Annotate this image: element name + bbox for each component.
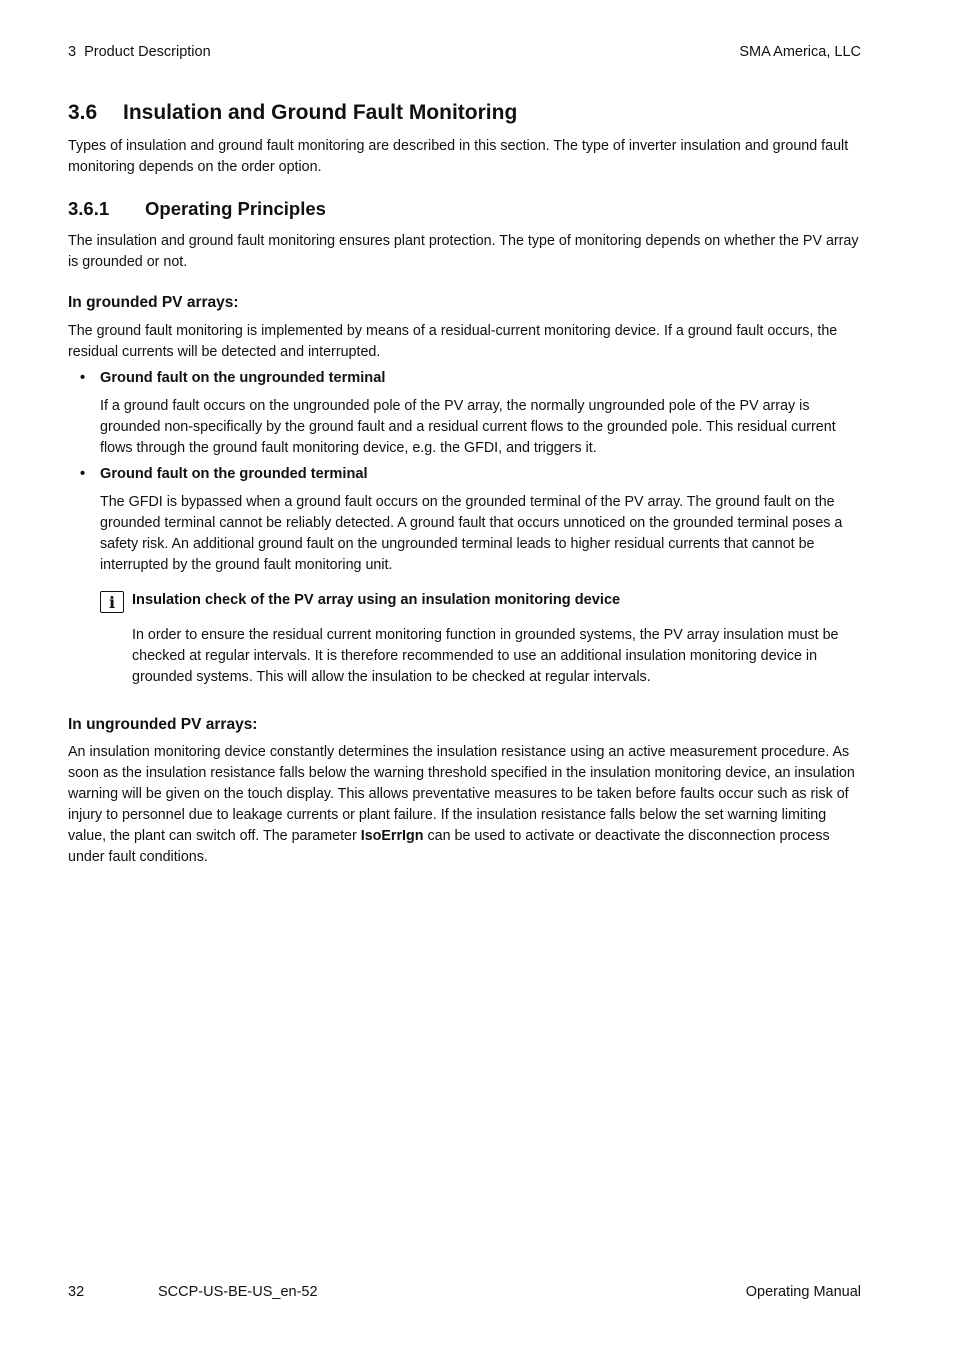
info-title: Insulation check of the PV array using an insulation monitoring device [132,592,621,608]
grounded-heading: In grounded PV arrays: [68,294,239,311]
bullet-grounded-terminal [80,466,368,482]
manual-type: Operating Manual [745,1284,861,1300]
bullet-ungrounded-terminal [80,370,385,386]
company-name: SMA America, LLC [739,44,861,60]
bullet-ungrounded-text: If a ground fault occurs on the ungrounded pole of the PV array, the normally ungrounded pole of the PV array is grounded non-specifically by the ground fault and a residual current flows to the grounded pole. This residual current flows through the ground fault monitoring device, e.g. the GFDI, and triggers it. [100,398,836,456]
ungrounded-text [68,742,861,868]
subsection-intro: The insulation and ground fault monitoring ensures plant protection. The type of monitoring depends on whether the PV array is grounded or not. [68,233,859,270]
running-header [68,44,861,60]
section-number: 3.6 [68,101,98,124]
subsection-number: 3.6.1 [68,198,110,219]
bullet-title: Ground fault on the grounded terminal [100,466,368,482]
page-number: 32 [68,1284,85,1300]
parameter-name: IsoErrIgn [360,828,424,844]
subsection-heading [68,198,326,220]
bullet-marker: • [80,370,86,386]
bullet-title: Ground fault on the ungrounded terminal [100,370,386,386]
section-title: Insulation and Ground Fault Monitoring [123,101,518,124]
bullet-grounded-text: The GFDI is bypassed when a ground fault occurs on the grounded terminal of the PV array. The ground fault on the grounded terminal cannot be reliably detected. A ground fault that occurs unnoticed on the grounded terminal poses a safety risk. An additional ground fault on the ungrounded terminal leads to higher residual currents that cannot be interrupted by the ground fault monitoring unit. [100,494,843,573]
subsection-title: Operating Principles [145,198,326,219]
ungrounded-text-before: An insulation monitoring device constantly determines the insulation resistance using an active measurement procedure. As soon as the insulation resistance falls below the warning threshold specified in the insulation monitoring device, an insulation warning will be given on the touch display. This allows preventative measures to be taken before faults occur such as risk of injury to personnel due to leakage currents or plant failure. If the insulation resistance falls below the set warning limiting value, the plant can switch off. The parameter [68,744,855,844]
section-heading [68,101,517,125]
bullet-marker: • [80,466,86,482]
grounded-text: The ground fault monitoring is implemented by means of a residual-current monitoring device. If a ground fault occurs, the residual currents will be detected and interrupted. [68,323,838,360]
ungrounded-text-after: can be used to activate or deactivate the disconnection process under fault conditions. [68,828,830,865]
chapter-label: 3 Product Description [68,44,211,60]
ungrounded-heading: In ungrounded PV arrays: [68,716,258,733]
document-code: SCCP-US-BE-US_en-52 [158,1284,318,1300]
manual-page [68,0,861,1350]
section-intro: Types of insulation and ground fault monitoring are described in this section. The type of inverter insulation and ground fault monitoring depends on the order option. [68,138,849,175]
info-icon: i [100,591,124,613]
info-text: In order to ensure the residual current monitoring function in grounded systems, the PV array insulation must be checked at regular intervals. It is therefore recommended to use an additional insulation monitoring device in grounded systems. This will allow the insulation to be checked at regular intervals. [132,627,839,685]
